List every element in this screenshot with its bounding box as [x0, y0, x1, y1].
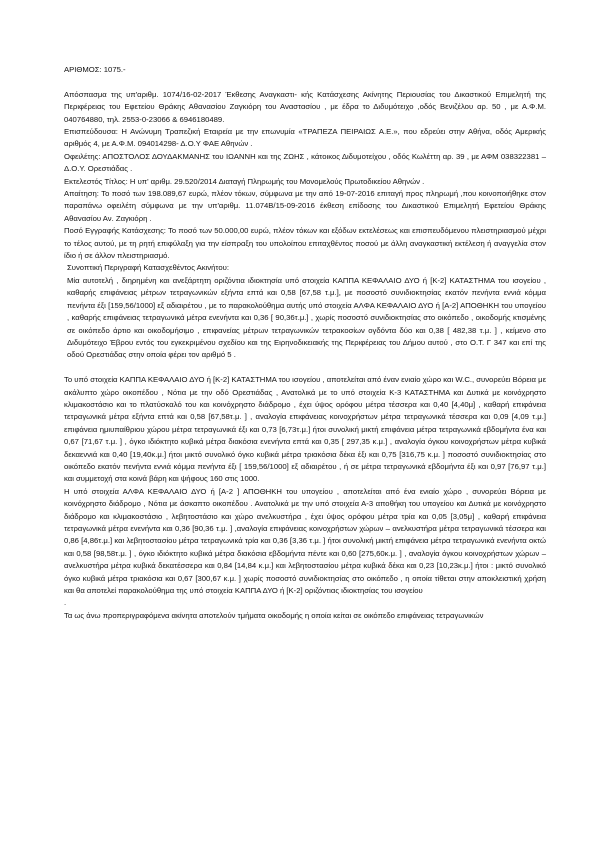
document-number: ΑΡΙΘΜΟΣ: 1075.- — [64, 65, 126, 74]
seizure-amount-paragraph: Ποσό Εγγραφής Κατάσχεσης: Το ποσό των 50.000,00 ευρώ, πλέον τόκων και εξόδων εκτελέσεως και επισπευδόμενου πλειστηριασμού μέχρι το τέλος αυτού, με τη ρητή επιφύλαξη για την είσπραξη του υπολοίπου επιταχθέντος ποσού με άλλη αναγκαστική εκτέλεση ή αναγγελία στον ίδιο ή σε άλλον πλειστηριασμό. — [64, 226, 546, 261]
storage-description-paragraph: Η υπό στοιχεία ΑΛΦΑ ΚΕΦΑΛΑΙΟ ΔΥΟ ή [Α-2 ] ΑΠΟΘΗΚΗ του υπογείου , αποτελείται από ένα ενιαίο χώρο , συνορεύει Βόρεια με κοινόχρηστο διάδρομο , Νότια με άσκαπτο οικοπέδου . Ανατολικά με την υπό στοιχεία Α-3 αποθήκη του υπογείου και Δυτικά με κοινόχρηστο διάδρομο και κλιμακοστάσιο , λεβητοστάσιο και χώρο ανελκυστήρα , έχει ύψος ορόφου μέτρα τρία και 0,05 [3,05μ] , καθαρή επιφάνεια τετραγωνικά μέτρα ενενήντα και 0,36 [90,36 τ.μ. ] ,αναλογία επιφάνειας κοινοχρήστων χώρων – ανελκυστήρα μέτρα τετραγωνικά τέσσερα και 0,86 [4,86τ.μ.] και λεβητοστασίου μέτρα τετραγωνικά τρία και 0,36 [3,36 τ.μ. ] ήτοι συνολική μικτή επιφάνεια μέτρα τετραγωνικά ενενήντα οκτώ και 0,58 [98,58τ.μ. ] , όγκο ιδιόκτητο κυβικά μέτρα διακόσια εβδομήντα πέντε και 0,60 [275,60κ.μ. ] , αναλογία όγκου κοινοχρήστων χώρων – ανελκυστήρα μέτρα κυβικά δεκατέσσερα και 0,84 [14,84 κ.μ.] και λεβητοστασίου μέτρα κυβικά δέκα και 0,23 [10,23κ.μ.] ήτοι : μικτό συνολικό όγκο κυβικά μέτρα τριακόσια και 0,67 [300,67 κ.μ. ] χωρίς ποσοστό συνιδιοκτησίας στο οικόπεδο , η οποία τίθεται στην αποκλειστική χρήση και θα αποτελεί παρακολούθημα της υπό στοιχεία ΚΑΠΠΑ ΔΥΟ ή [Κ-2] οριζόντιας ιδιοκτησίας του ισογείου — [64, 486, 546, 596]
blank-line — [64, 76, 546, 88]
claim-paragraph: Απαίτηση: Το ποσό των 198.089,67 ευρώ, πλέον τόκων, σύμφωνα με την από 19-07-2016 επιταγή προς πληρωμή ,που κοινοποιήθηκε στον παραπάνω οφειλέτη σύμφωνα με την υπ'αριθμ. 11.074Β/15-09-2016 έκθεση επίδοσης του Δικαστικού Επιμελητή Εφετείου Θράκης Αθανασίου Αν. Ζαγκιόρη . — [64, 189, 546, 223]
blank-line — [64, 362, 546, 374]
extract-paragraph: Απόσπασμα της υπ'αριθμ. 1074/16-02-2017 Έκθεσης Αναγκαστι- κής Κατάσχεσης Ακίνητης Περιουσίας του Δικαστικού Επιμελητή της Περιφέρειας του Εφετείου Θράκης Αθανασίου Ζαγκιόρη του Αναστασίου , με έδρα το Διδυμότειχο ,οδός Βενιζέλου αρ. 50 , με Α.Φ.Μ. 040764880, τηλ. 2553-0-23066 & 6946180489. — [64, 89, 546, 124]
closing-paragraph: Τα ως άνω προπεριγραφόμενα ακίνητα αποτελούν τμήματα οικοδομής η οποία κείται σε οικόπεδο επιφάνειας τετραγωνικών — [64, 610, 484, 620]
shop-description-paragraph: Το υπό στοιχεία ΚΑΠΠΑ ΚΕΦΑΛΑΙΟ ΔΥΟ ή [Κ-2] ΚΑΤΑΣΤΗΜΑ του ισογείου , αποτελείται από έναν ενιαίο χώρο και W.C., συνορεύει Βόρεια με ακάλυπτο χώρο οικοπέδου , Νότια με την οδό Ορεστιάδας , Ανατολικά με το υπό στοιχεία Κ-3 ΚΑΤΑΣΤΗΜΑ και Δυτικά με κοινόχρηστο κλιμακοστάσιο και το πλατύσκαλό του και κοινόχρηστο διάδρομο , έχει ύψος ορόφου μέτρα τέσσερα και 0,40 [4,40μ] , καθαρή επιφάνεια τετραγωνικά μέτρα εξήντα επτά και 0,58 [67,58τ.μ. ] , αναλογία επιφάνειας κοινοχρήστων μέτρα τετραγωνικά τέσσερα και 0,09 [4,09 τ.μ.] επιφάνεια ημιυπαίθριου χώρου μέτρα τετραγωνικά έξι και 0,73 [6,73τ.μ.] ήτοι συνολική μικτή επιφάνεια μέτρα τετραγωνικά εβδομήντα ένα και 0,67 [71,67 τ.μ. ] , όγκο ιδιόκτητο κυβικά μέτρα διακόσια ενενήντα επτά και 0,35 [ 297,35 κ.μ.] , αναλογία όγκου κοινοχρήστων μέτρα κυβικά δεκαεννιά και 0,40 [19,40κ.μ.] ήτοι μικτό συνολικό όγκο κυβικά μέτρα τριακόσια δέκα έξι και 0,75 [316,75 κ.μ. ] ποσοστό συνιδιοκτησίας στο οικόπεδο εκατόν πενήντα εννιά κόμμα πενήντα έξι [ 159,56/1000] εξ αδιαιρέτου , ή σε μέτρα τετραγωνικά εβδομήντα έξι και 0,97 [76,97 τ.μ.] και συμμετοχή στα κοινά βάρη και ψήφους 160 στις 1000. — [64, 375, 546, 484]
document-body — [64, 64, 546, 622]
enforcement-title-paragraph: Εκτελεστός Τίτλος: Η υπ' αριθμ. 29.520/2014 Διαταγή Πληρωμής του Μονομελούς Πρωτοδικείου Αθηνών . — [64, 176, 425, 186]
summary-paragraph: Μία αυτοτελή , διηρημένη και ανεξάρτητη οριζόντια ιδιοκτησία υπό στοιχεία ΚΑΠΠΑ ΚΕΦΑΛΑΙΟ ΔΥΟ ή [Κ-2] ΚΑΤΑΣΤΗΜΑ του ισογείου , καθαρής επιφάνειας μέτρων τετραγωνικών εξήντα επτά και 0,58 [67,58 τ.μ.], με ποσοστό συνιδιοκτησίας εκατόν πενήντα εννιά κόμμα πενήντα έξι [159,56/1000] εξ αδιαιρέτου , με το παρακολούθημα αυτής υπό στοιχεία ΑΛΦΑ ΚΕΦΑΛΑΙΟ ΔΥΟ ή [Α-2] ΑΠΟΘΗΚΗ του υπογείου , καθαρής επιφάνειας τετραγωνικά μέτρα ενενήντα και 0,36 [ 90,36τ.μ.] , χωρίς ποσοστό συνιδιοκτησίας στο οικόπεδο , οικοδομής κτισμένης σε οικόπεδο άρτιο και οικοδομήσιμο , επιφανείας μέτρων τετραγωνικών τετρακοσίων ογδόντα δύο και 0,38 [ 482,38 τ.μ. ] , κείμενο στο Διδυμότειχο Έβρου εντός του εγκεκριμένου σχεδίου και της Ειρηνοδικειακής της Περιφέρειας του Δήμου αυτού , στο Ο.Τ. Γ 347 και επί της οδού Ορεστιάδας στην οποία φέρει τον αριθμό 5 . — [67, 275, 546, 360]
creditor-paragraph: Επισπεύδουσα: Η Ανώνυμη Τραπεζική Εταιρεία με την επωνυμία «ΤΡΑΠΕΖΑ ΠΕΙΡΑΙΩΣ Α.Ε.», που εδρεύει στην Αθήνα, οδός Αμερικής αριθμός 4, με Α.Φ.Μ. 094014298- Δ.Ο.Υ ΦΑΕ Αθηνών . — [64, 127, 546, 149]
summary-heading: Συνοπτική Περιγραφή Κατασχεθέντος Ακινήτου: — [67, 263, 229, 273]
debtor-paragraph: Οφειλέτης: ΑΠΟΣΤΟΛΟΣ ΔΟΥΔΑΚΜΑΝΗΣ του ΙΩΑΝΝΗ και της ΖΩΗΣ , κάτοικος Διδυμοτείχου , οδός Κωλέττη αρ. 39 , με ΑΦΜ 038322381 – Δ.Ο.Υ. Ορεστιάδας . — [64, 151, 546, 174]
separator-dot: . — [64, 598, 67, 608]
